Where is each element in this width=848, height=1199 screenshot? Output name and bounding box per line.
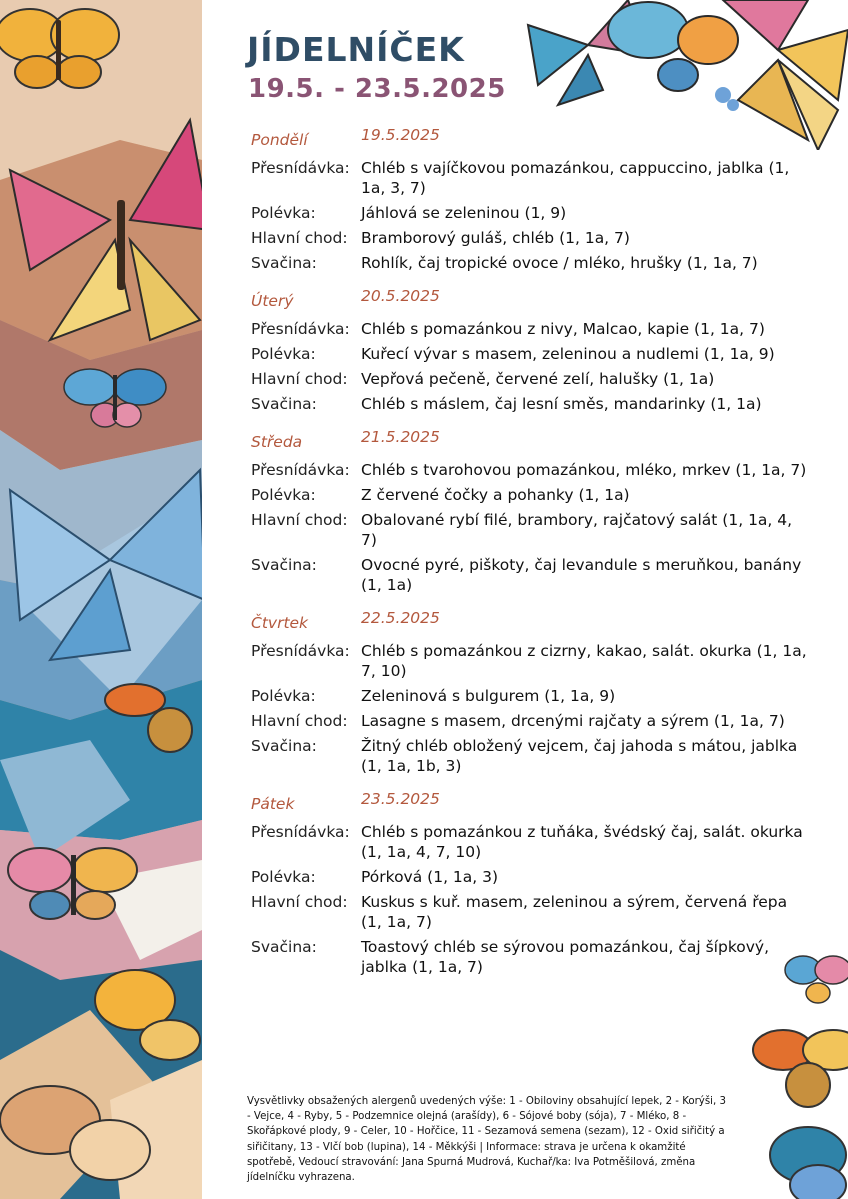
- meal-label: Polévka:: [251, 204, 316, 222]
- meal-value: Zeleninová s bulgurem (1, 1a, 9): [361, 687, 616, 705]
- meal-row: [251, 641, 811, 681]
- meal-row: [251, 892, 811, 932]
- day-name: Středa: [251, 433, 303, 451]
- day-date: 22.5.2025: [361, 609, 440, 627]
- meal-row: [251, 937, 811, 977]
- meal-row: [251, 228, 811, 248]
- meal-label: Svačina:: [251, 254, 317, 272]
- meal-label: Přesnídávka:: [251, 159, 350, 177]
- meal-value: Obalované rybí filé, brambory, rajčatový salát (1, 1a, 4, 7): [361, 511, 793, 549]
- meal-label: Polévka:: [251, 687, 316, 705]
- meal-row: [251, 711, 811, 731]
- day-date: 19.5.2025: [361, 126, 440, 144]
- meal-value: Jáhlová se zeleninou (1, 9): [361, 204, 567, 222]
- meal-row: [251, 203, 811, 223]
- meal-row: [251, 394, 811, 414]
- meal-value: Chléb s pomazánkou z nivy, Malcao, kapie (1, 1a, 7): [361, 320, 765, 338]
- meal-row: [251, 158, 811, 198]
- meal-value: Chléb s pomazánkou z tuňáka, švédský čaj, salát. okurka (1, 1a, 4, 7, 10): [361, 823, 803, 861]
- meal-label: Přesnídávka:: [251, 461, 350, 479]
- meal-value: Chléb s vajíčkovou pomazánkou, cappuccino, jablka (1, 1a, 3, 7): [361, 159, 790, 197]
- meal-value: Bramborový guláš, chléb (1, 1a, 7): [361, 229, 630, 247]
- meal-label: Hlavní chod:: [251, 229, 348, 247]
- meal-value: Lasagne s masem, drcenými rajčaty a sýrem (1, 1a, 7): [361, 712, 785, 730]
- meal-value: Chléb s pomazánkou z cizrny, kakao, salát. okurka (1, 1a, 7, 10): [361, 642, 807, 680]
- meal-label: Hlavní chod:: [251, 511, 348, 529]
- meal-value: Vepřová pečeně, červené zelí, halušky (1, 1a): [361, 370, 715, 388]
- meal-label: Svačina:: [251, 737, 317, 755]
- meal-label: Přesnídávka:: [251, 320, 350, 338]
- meal-row: [251, 686, 811, 706]
- allergen-footer-note: Vysvětlivky obsažených alergenů uvedených výše: 1 - Obiloviny obsahující lepek, 2 - Korýši, 3 - Vejce, 4 - Ryby, 5 - Podzemnice olejná (arašídy), 6 - Sójové boby (sója), 7 - Mléko, 8 - Skořápkové plody, 9 - Celer, 10 - Hořčice, 11 - Sezamová semena (sezam), 12 - Oxid siřičitý a siřičitany, 13 - Vlčí bob (lupina), 14 - Měkkýši | Informace: strava je určena k okamžité spotřebě, Vedoucí stravování: Jana Spurná Mudrová, Kuchař/ka: Iva Potměšilová, změna jídelníčku vyhrazena.: [247, 1096, 726, 1184]
- meal-row: [251, 736, 811, 776]
- day-name: Úterý: [251, 292, 294, 310]
- meal-row: [251, 485, 811, 505]
- day-name: Čtvrtek: [251, 614, 309, 632]
- meal-value: Z červené čočky a pohanky (1, 1a): [361, 486, 630, 504]
- meal-row: [251, 344, 811, 364]
- meal-row: [251, 460, 811, 480]
- meal-label: Přesnídávka:: [251, 642, 350, 660]
- meal-label: Přesnídávka:: [251, 823, 350, 841]
- page-title: JÍDELNÍČEK: [247, 30, 465, 69]
- meal-value: Rohlík, čaj tropické ovoce / mléko, hrušky (1, 1a, 7): [361, 254, 758, 272]
- day-block-thursday: [251, 609, 811, 776]
- meal-label: Hlavní chod:: [251, 370, 348, 388]
- meal-label: Polévka:: [251, 345, 316, 363]
- meal-row: [251, 253, 811, 273]
- day-name: Pátek: [251, 795, 295, 813]
- meal-label: Hlavní chod:: [251, 712, 348, 730]
- weekly-menu: [251, 126, 811, 991]
- meal-value: Chléb s máslem, čaj lesní směs, mandarinky (1, 1a): [361, 395, 762, 413]
- meal-row: [251, 822, 811, 862]
- meal-value: Chléb s tvarohovou pomazánkou, mléko, mrkev (1, 1a, 7): [361, 461, 807, 479]
- day-date: 23.5.2025: [361, 790, 440, 808]
- meal-row: [251, 555, 811, 595]
- butterfly-icon: [0, 9, 119, 88]
- meal-row: [251, 369, 811, 389]
- date-range: 19.5. - 23.5.2025: [248, 74, 506, 104]
- meal-label: Polévka:: [251, 486, 316, 504]
- meal-value: Kuskus s kuř. masem, zeleninou a sýrem, červená řepa (1, 1a, 7): [361, 893, 788, 931]
- day-date: 20.5.2025: [361, 287, 440, 305]
- meal-value: Pórková (1, 1a, 3): [361, 868, 499, 886]
- day-block-wednesday: [251, 428, 811, 595]
- meal-label: Polévka:: [251, 868, 316, 886]
- meal-value: Žitný chléb obložený vejcem, čaj jahoda s mátou, jablka (1, 1a, 1b, 3): [361, 737, 798, 775]
- meal-row: [251, 510, 811, 550]
- meal-label: Svačina:: [251, 938, 317, 956]
- meal-label: Svačina:: [251, 395, 317, 413]
- meal-value: Ovocné pyré, piškoty, čaj levandule s meruňkou, banány (1, 1a): [361, 556, 802, 594]
- meal-row: [251, 867, 811, 887]
- meal-value: Kuřecí vývar s masem, zeleninou a nudlemi (1, 1a, 9): [361, 345, 775, 363]
- day-block-tuesday: [251, 287, 811, 414]
- meal-label: Svačina:: [251, 556, 317, 574]
- day-block-monday: [251, 126, 811, 273]
- meal-value: Toastový chléb se sýrovou pomazánkou, čaj šípkový, jablka (1, 1a, 7): [361, 938, 770, 976]
- day-name: Pondělí: [251, 131, 308, 149]
- day-date: 21.5.2025: [361, 428, 440, 446]
- day-block-friday: [251, 790, 811, 977]
- butterfly-collage-decoration: [0, 0, 202, 1199]
- meal-label: Hlavní chod:: [251, 893, 348, 911]
- meal-row: [251, 319, 811, 339]
